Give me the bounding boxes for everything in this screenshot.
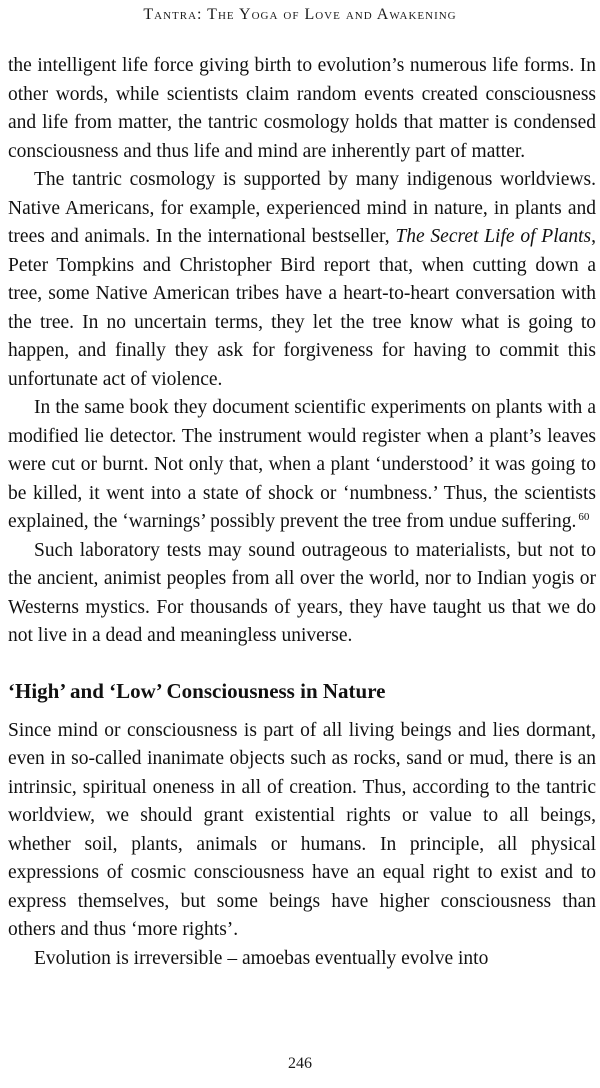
footnote-marker: 60: [578, 510, 590, 523]
section-heading: ‘High’ and ‘Low’ Consciousness in Nature: [8, 678, 386, 703]
paragraph-text: In the same book they document scientific experiments on plants with a modified lie detector. The instrument would register when a plant’s leaves were cut or burnt. Not only that, when a plant ‘understood’ it was going to be killed, it went into a state of shock or ‘numbness.’ Thus, the scientists explained, the ‘warnings’ possibly prevent the tree from undue suffering.: [8, 397, 596, 532]
paragraph-text: , Peter Tompkins and Christopher Bird report that, when cutting down a tree, some Native American tribes have a heart-to-heart conversation with the tree. In no uncertain terms, they let the tree know what is going to happen, and finally they ask for forgiveness for having to commit this unfortunate act of violence.: [8, 226, 596, 390]
paragraph-indigenous-worldviews: [8, 166, 596, 394]
paragraph-continued: the intelligent life force giving birth to evolution’s numerous life forms. In other words, while scientists claim random events created consciousness and life from matter, the tantric cosmology holds that matter is condensed consciousness and thus life and mind are inherently part of matter.: [8, 55, 596, 162]
paragraph-text: The tantric cosmology is supported by many indigenous worldviews. Native Americans, for example, experienced mind in nature, in plants and trees and animals. In the international bestseller,: [8, 169, 596, 247]
paragraph-lie-detector: [8, 394, 596, 537]
paragraph-mind-consciousness: Since mind or consciousness is part of all living beings and lies dormant, even in so-called inanimate objects such as rocks, sand or mud, there is an intrinsic, spiritual oneness in all of creation. Thus, according to the tantric worldview, we should grant existential rights or value to all beings, whether soil, plants, animals or humans. In principle, all physical expressions of cosmic consciousness have an equal right to exist and to express themselves, but some beings have higher consciousness than others and thus ‘more rights’.: [8, 719, 596, 940]
paragraph-evolution: Evolution is irreversible – amoebas eventually evolve into: [34, 947, 489, 969]
body-text: [8, 52, 596, 973]
running-head: Tantra: The Yoga of Love and Awakening: [143, 6, 457, 23]
page-number: 246: [288, 1055, 312, 1072]
book-title: The Secret Life of Plants: [395, 226, 592, 247]
paragraph-laboratory-tests: Such laboratory tests may sound outrageous to materialists, but not to the ancient, animist peoples from all over the world, nor to Indian yogis or Westerns mystics. For thousands of years, they have taught us that we do not live in a dead and meaningless universe.: [8, 539, 596, 646]
